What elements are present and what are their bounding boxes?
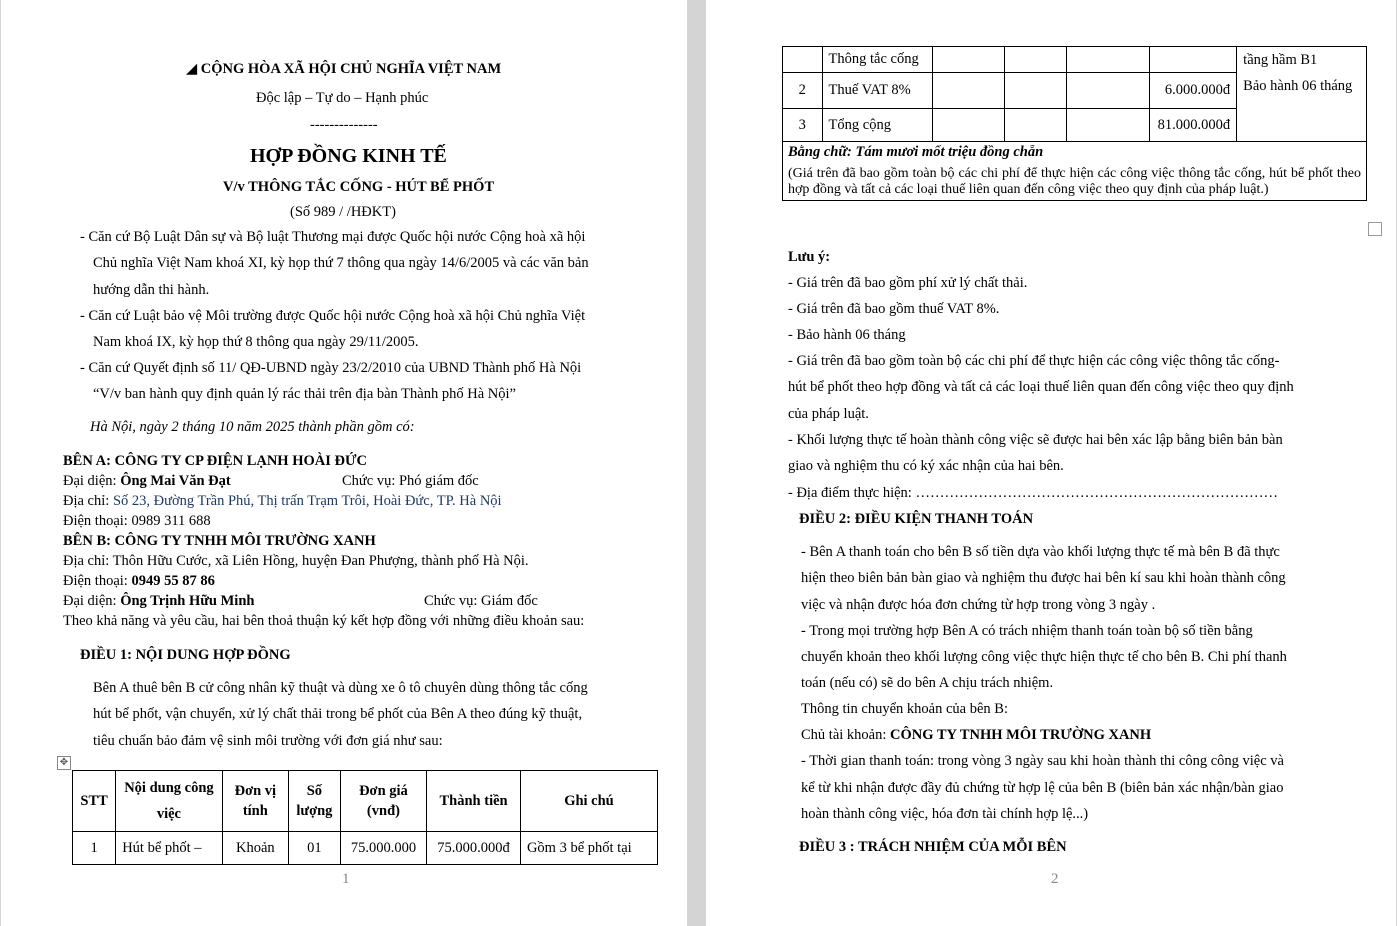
article-1-line-1: Bên A thuê bên B cử công nhân kỹ thuật và dùng xe ô tô chuyên dùng thông tắc cống (93, 680, 588, 696)
article-2-line: - Bên A thanh toán cho bên B số tiền dựa vào khối lượng thực tế mà bên B đã thực (801, 544, 1280, 560)
party-b-rep (63, 593, 254, 610)
article-2-line: chuyển khoản theo khối lượng công việc thực hiện thực tế cho bên B. Chi phí thanh (801, 649, 1287, 665)
price-table (72, 770, 658, 865)
article-2-line: hiện theo biên bản bàn giao và nghiệm thu được hai bên kí sau khi hoàn thành công (801, 570, 1286, 586)
cell-quantity (1005, 47, 1067, 73)
cell-quantity: 01 (289, 832, 341, 865)
col-notes: Ghi chú (520, 771, 657, 832)
article-2-line: toán (nếu có) sẽ do bên A chịu trách nhiệm. (801, 675, 1054, 691)
cell-unit-price (1066, 109, 1149, 142)
payment-time-line: kể từ khi nhận được đầy đủ chứng từ hợp lệ của bên B (biên bản xác nhận/bàn giao (801, 780, 1284, 796)
party-a-rep-title: Chức vụ: Phó giám đốc (342, 473, 479, 489)
col-amount: Thành tiền (427, 771, 521, 832)
table-move-handle-icon[interactable]: ✥ (57, 756, 71, 770)
cell-stt: 1 (73, 832, 116, 865)
party-a-address (63, 493, 502, 510)
cell-unit (933, 47, 1005, 73)
table-row-in-words (783, 142, 1367, 201)
note-item: giao và nghiệm thu có ký xác nhận của hai bên. (788, 458, 1064, 474)
note-item: của pháp luật. (788, 406, 869, 422)
party-a-rep-name: Ông Mai Văn Đạt (120, 473, 231, 489)
cell-quantity (1005, 109, 1067, 142)
note-item: - Giá trên đã bao gồm phí xử lý chất thải. (788, 275, 1028, 291)
note-item: - Bảo hành 06 tháng (788, 327, 906, 343)
article-1-line-3: tiêu chuẩn bảo đảm vệ sinh môi trường với đơn giá như sau: (93, 733, 443, 749)
cell-stt: 2 (783, 73, 823, 109)
account-holder-label: Chủ tài khoản: (801, 727, 891, 743)
cell-stt (783, 47, 823, 73)
amount-in-words: Bằng chữ: Tám mươi mốt triệu đồng chẵn (788, 144, 1044, 160)
cell-stt: 3 (783, 109, 823, 142)
cell-notes: Gồm 3 bể phốt tại (520, 832, 657, 865)
cell-in-words (783, 142, 1367, 201)
party-a-label: BÊN A: CÔNG TY CP ĐIỆN LẠNH HOÀI ĐỨC (63, 453, 367, 469)
cell-amount: 81.000.000đ (1149, 109, 1236, 142)
basis-3-line-2: “V/v ban hành quy định quản lý rác thải trên địa bàn Thành phố Hà Nội” (93, 386, 516, 402)
table-resize-handle-icon[interactable] (1368, 222, 1382, 236)
party-b-phone (63, 573, 215, 590)
document-page-2 (706, 0, 1396, 926)
page-number-2: 2 (1051, 871, 1059, 887)
table-header-row (73, 771, 658, 832)
cell-unit (933, 73, 1005, 109)
payment-time-line: hoàn thành công việc, hóa đơn tài chính hợp lệ...) (801, 806, 1089, 822)
note-item: - Giá trên đã bao gồm toàn bộ các chi phí để thực hiện các công việc thông tắc cống- (788, 353, 1280, 369)
contract-title: HỢP ĐỒNG KINH TẾ (250, 145, 447, 167)
note-line-1: tầng hầm B1 (1243, 52, 1318, 68)
article-3-title: ĐIỀU 3 : TRÁCH NHIỆM CỦA MỖI BÊN (799, 839, 1067, 855)
col-unit: Đơn vị tính (222, 771, 288, 832)
date-line: Hà Nội, ngày 2 tháng 10 năm 2025 thành phần gồm có: (90, 419, 415, 435)
cell-content: Tổng cộng (822, 109, 933, 142)
table-row (73, 832, 658, 865)
col-stt: STT (73, 771, 116, 832)
note-line-2: Bảo hành 06 tháng (1243, 78, 1353, 94)
party-a-rep-label: Đại diện: (63, 473, 121, 489)
cell-content: Thuế VAT 8% (822, 73, 933, 109)
party-a-address-value: Số 23, Đường Trần Phú, Thị trấn Trạm Trôi, Hoài Đức, TP. Hà Nội (112, 493, 502, 509)
motto: Độc lập – Tự do – Hạnh phúc (256, 90, 429, 106)
party-b-rep-label: Đại diện: (63, 593, 121, 609)
account-holder (801, 727, 1151, 744)
basis-2-line-2: Nam khoá IX, kỳ họp thứ 8 thông qua ngày 29/11/2005. (93, 334, 419, 350)
article-1-title: ĐIỀU 1: NỘI DUNG HỢP ĐỒNG (80, 647, 291, 663)
price-note: (Giá trên đã bao gồm toàn bộ các chi phí để thực hiện các công việc thông tắc cống, hút bể phốt theo hợp đồng và tất cả các loại thuế liên quan đến công việc theo quy định của pháp luật.) (788, 166, 1361, 197)
article-2-line: - Trong mọi trường hợp Bên A có trách nhiệm thanh toán toàn bộ số tiền bằng (801, 623, 1253, 639)
payment-time-line: - Thời gian thanh toán: trong vòng 3 ngày sau khi hoàn thành thi công công việc và (801, 753, 1284, 769)
cell-notes (1237, 47, 1367, 142)
basis-2-line-1: - Căn cứ Luật bảo vệ Môi trường được Quốc hội nước Cộng hoà xã hội Chủ nghĩa Việt (80, 308, 586, 324)
notes-title: Lưu ý: (788, 249, 831, 265)
party-a-rep (63, 473, 231, 490)
basis-1-line-1: - Căn cứ Bộ Luật Dân sự và Bộ luật Thương mại được Quốc hội nước Cộng hoà xã hội (80, 229, 586, 245)
party-b-phone-value: 0949 55 87 86 (131, 573, 215, 589)
col-content: Nội dung công việc (116, 771, 222, 832)
party-b-rep-name: Ông Trịnh Hữu Minh (120, 593, 255, 609)
cell-unit (933, 109, 1005, 142)
cell-amount (1149, 47, 1236, 73)
article-2-line: Thông tin chuyển khoản của bên B: (801, 701, 1008, 717)
col-quantity: Số lượng (289, 771, 341, 832)
party-a-phone: Điện thoại: 0989 311 688 (63, 513, 211, 529)
note-item: hút bể phốt theo hợp đồng và tất cả các loại thuế liên quan đến công việc theo quy định (788, 379, 1294, 395)
cell-unit-price (1066, 47, 1149, 73)
note-item: - Giá trên đã bao gồm thuế VAT 8%. (788, 301, 1000, 317)
basis-1-line-2: Chủ nghĩa Việt Nam khoá XI, kỳ họp thứ 7 thông qua ngày 14/6/2005 và các văn bản (93, 255, 589, 271)
party-a-address-label: Địa chỉ: (63, 493, 113, 509)
party-b-phone-label: Điện thoại: (63, 573, 132, 589)
note-item: - Khối lượng thực tế hoàn thành công việc sẽ được hai bên xác lập bằng biên bản bàn (788, 432, 1283, 448)
cell-unit-price (1066, 73, 1149, 109)
party-b-label: BÊN B: CÔNG TY TNHH MÔI TRƯỜNG XANH (63, 533, 376, 549)
cell-unit-price: 75.000.000 (340, 832, 426, 865)
page-number-1: 1 (342, 871, 350, 887)
cell-unit: Khoản (222, 832, 288, 865)
contract-number: (Số 989 / /HĐKT) (290, 204, 396, 220)
basis-3-line-1: - Căn cứ Quyết định số 11/ QĐ-UBND ngày 23/2/2010 của UBND Thành phố Hà Nội (80, 360, 582, 376)
basis-1-line-3: hướng dẫn thi hành. (93, 282, 210, 298)
cell-content: Hút bể phốt – (116, 832, 222, 865)
table-row (783, 47, 1367, 73)
party-b-address: Địa chỉ: Thôn Hữu Cước, xã Liên Hồng, huyện Đan Phượng, thành phố Hà Nội. (63, 553, 529, 569)
separator: -------------- (310, 117, 378, 133)
nation-header: ◢ CỘNG HÒA XÃ HỘI CHỦ NGHĨA VIỆT NAM (186, 61, 502, 77)
cell-content: Thông tắc cống (822, 47, 933, 73)
document-page-1 (1, 0, 687, 926)
contract-subject: V/v THÔNG TẮC CỐNG - HÚT BỂ PHỐT (223, 179, 495, 195)
party-b-rep-title: Chức vụ: Giám đốc (424, 593, 538, 609)
article-2-line: việc và nhận được hóa đơn chứng từ hợp trong vòng 3 ngày . (801, 597, 1156, 613)
account-holder-name: CÔNG TY TNHH MÔI TRƯỜNG XANH (890, 727, 1152, 743)
cell-quantity (1005, 73, 1067, 109)
note-item: - Địa điểm thực hiện: ………………………………………………………………… (788, 485, 1278, 501)
col-unit-price: Đơn giá (vnđ) (340, 771, 426, 832)
article-2-title: ĐIỀU 2: ĐIỀU KIỆN THANH TOÁN (799, 511, 1034, 527)
cell-amount: 6.000.000đ (1149, 73, 1236, 109)
agreement-line: Theo khả năng và yêu cầu, hai bên thoả thuận ký kết hợp đồng với những điều khoản sau: (63, 613, 585, 629)
article-1-line-2: hút bể phốt, vận chuyển, xử lý chất thải trong bể phốt của Bên A theo đúng kỹ thuật, (93, 706, 583, 722)
cell-amount: 75.000.000đ (427, 832, 521, 865)
price-table-continued (782, 46, 1367, 201)
